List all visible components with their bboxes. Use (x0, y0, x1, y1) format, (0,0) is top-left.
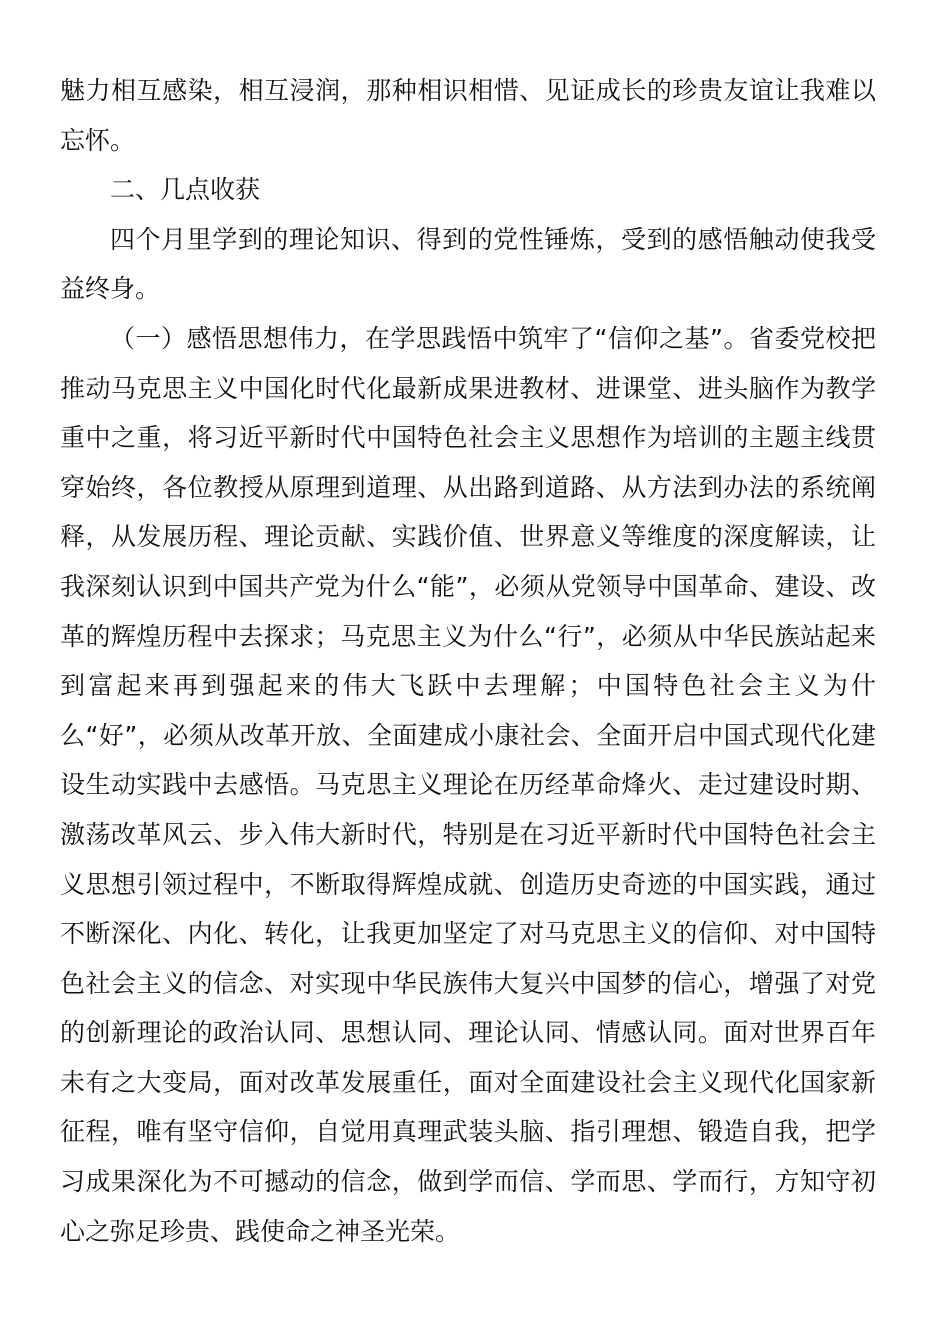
paragraph-subsection-one: （一）感悟思想伟力，在学思践悟中筑牢了“信仰之基”。省委党校把推动马克思主义中国化时代化最新成果进教材、进课堂、进头脑作为教学重中之重，将习近平新时代中国特色社会主义思想作为培训的主题主线贯穿始终，各位教授从原理到道理、从出路到道路、从方法到办法的系统阐释，从发展历程、理论贡献、实践价值、世界意义等维度的深度解读，让我深刻认识到中国共产党为什么“能”，必须从党领导中国革命、建设、改革的辉煌历程中去探求；马克思主义为什么“行”，必须从中华民族站起来到富起来再到强起来的伟大飞跃中去理解；中国特色社会主义为什么“好”，必须从改革开放、全面建成小康社会、全面开启中国式现代化建设生动实践中去感悟。马克思主义理论在历经革命烽火、走过建设时期、激荡改革风云、步入伟大新时代，特别是在习近平新时代中国特色社会主义思想引领过程中，不断取得辉煌成就、创造历史奇迹的中国实践，通过不断深化、内化、转化，让我更加坚定了对马克思主义的信仰、对中国特色社会主义的信念、对实现中华民族伟大复兴中国梦的信心，增强了对党的创新理论的政治认同、思想认同、理论认同、情感认同。面对世界百年未有之大变局，面对改革发展重任，面对全面建设社会主义现代化国家新征程，唯有坚守信仰，自觉用真理武装头脑、指引理想、锻造自我，把学习成果深化为不可撼动的信念，做到学而信、学而思、学而行，方知守初心之弥足珍贵、践使命之神圣光荣。 (60, 323, 876, 1246)
paragraph-intro: 四个月里学到的理论知识、得到的党性锤炼，受到的感悟触动使我受益终身。 (60, 224, 876, 304)
document-body (60, 66, 876, 1256)
paragraph-continuation: 魅力相互感染，相互浸润，那种相识相惜、见证成长的珍贵友谊让我难以忘怀。 (60, 76, 876, 155)
section-heading: 二、几点收获 (110, 175, 261, 205)
